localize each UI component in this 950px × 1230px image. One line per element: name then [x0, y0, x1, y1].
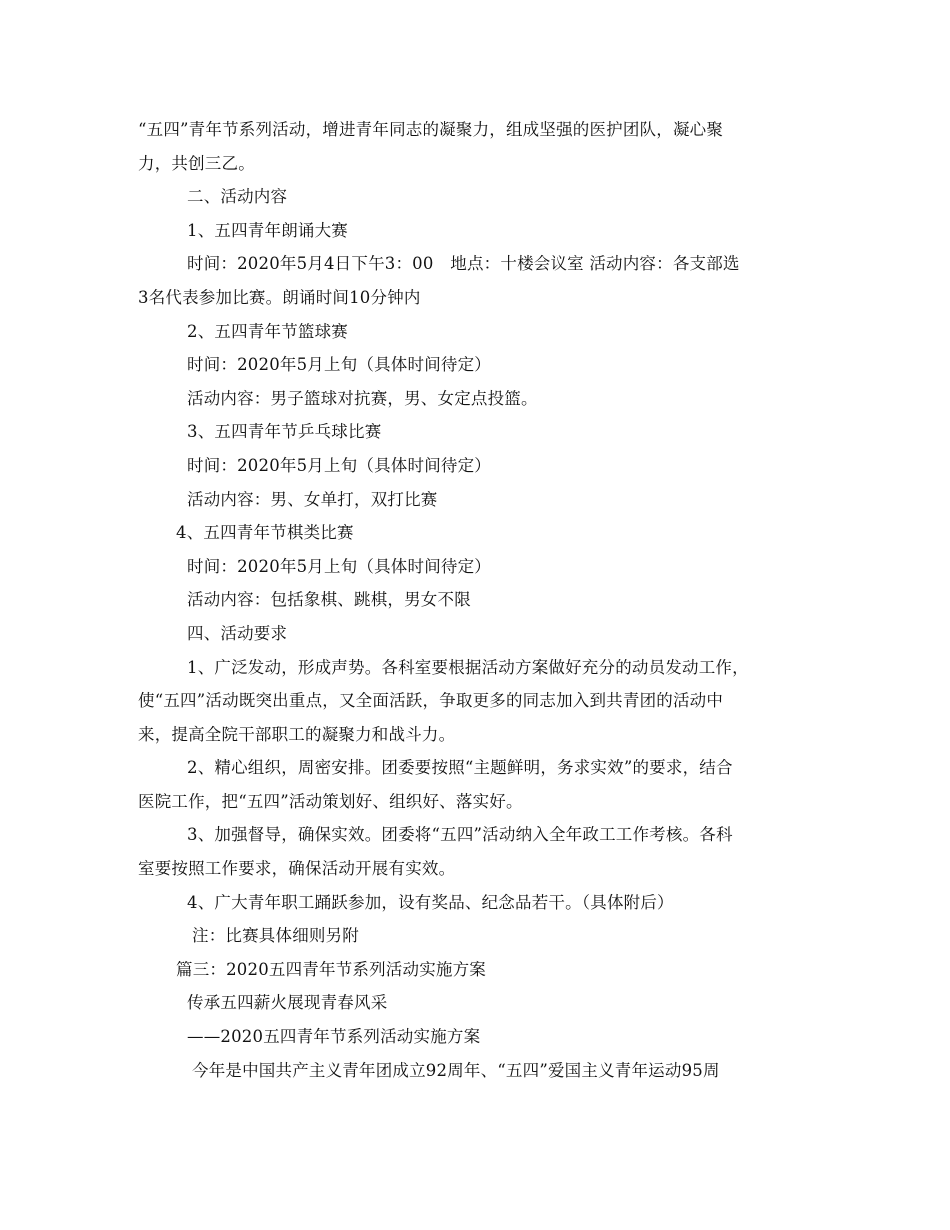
paragraph-line: 来，提高全院干部职工的凝聚力和战斗力。: [138, 724, 456, 744]
paragraph-line: 时间：2020年5月上旬（具体时间待定）: [187, 556, 491, 576]
item-heading: 4、五四青年节棋类比赛: [176, 523, 354, 543]
chapter-subtitle: ——2020五四青年节系列活动实施方案: [187, 1027, 481, 1047]
chapter-title: 传承五四薪火展现青春风采: [187, 993, 388, 1013]
paragraph-line: 活动内容：男、女单打，双打比赛: [187, 489, 438, 509]
paragraph-line: 4、广大青年职工踊跃参加，设有奖品、纪念品若干。（具体附后）: [187, 892, 674, 912]
item-heading: 2、五四青年节篮球赛: [187, 321, 348, 341]
paragraph-line: 2、精心组织，周密安排。团委要按照“主题鲜明，务求实效”的要求，结合: [187, 758, 733, 778]
section-heading: 二、活动内容: [187, 187, 288, 207]
paragraph-line: 活动内容：包括象棋、跳棋，男女不限: [187, 590, 471, 610]
item-heading: 1、五四青年朗诵大赛: [187, 220, 348, 240]
paragraph-line: 1、广泛发动，形成声势。各科室要根据活动方案做好充分的动员发动工作，: [187, 657, 749, 677]
paragraph-line: 时间：2020年5月4日下午3：00 地点：十楼会议室 活动内容：各支部选: [187, 254, 740, 274]
paragraph-line: 力，共创三乙。: [138, 153, 255, 173]
document-body: [138, 113, 818, 1087]
section-heading: 四、活动要求: [187, 623, 288, 643]
chapter-heading: 篇三：2020五四青年节系列活动实施方案: [176, 959, 486, 979]
paragraph-line: “五四”青年节系列活动，增进青年同志的凝聚力，组成坚强的医护团队，凝心聚: [138, 120, 724, 139]
paragraph-line: 今年是中国共产主义青年团成立92周年、“五四”爱国主义青年运动95周: [192, 1060, 720, 1080]
paragraph-line: 3名代表参加比赛。朗诵时间10分钟内: [138, 287, 421, 307]
paragraph-line: 时间：2020年5月上旬（具体时间待定）: [187, 355, 491, 375]
paragraph-line: 活动内容：男子篮球对抗赛，男、女定点投篮。: [187, 388, 538, 408]
paragraph-line: 时间：2020年5月上旬（具体时间待定）: [187, 455, 491, 475]
paragraph-line: 室要按照工作要求，确保活动开展有实效。: [138, 859, 456, 879]
paragraph-line: 医院工作，把“五四”活动策划好、组织好、落实好。: [138, 791, 523, 811]
paragraph-line: 使“五四”活动既突出重点，又全面活跃，争取更多的同志加入到共青团的活动中: [138, 691, 724, 711]
note-line: 注：比赛具体细则另附: [192, 926, 359, 946]
paragraph-line: 3、加强督导，确保实效。团委将“五四”活动纳入全年政工工作考核。各科: [187, 825, 733, 845]
item-heading: 3、五四青年节乒乓球比赛: [187, 422, 382, 442]
